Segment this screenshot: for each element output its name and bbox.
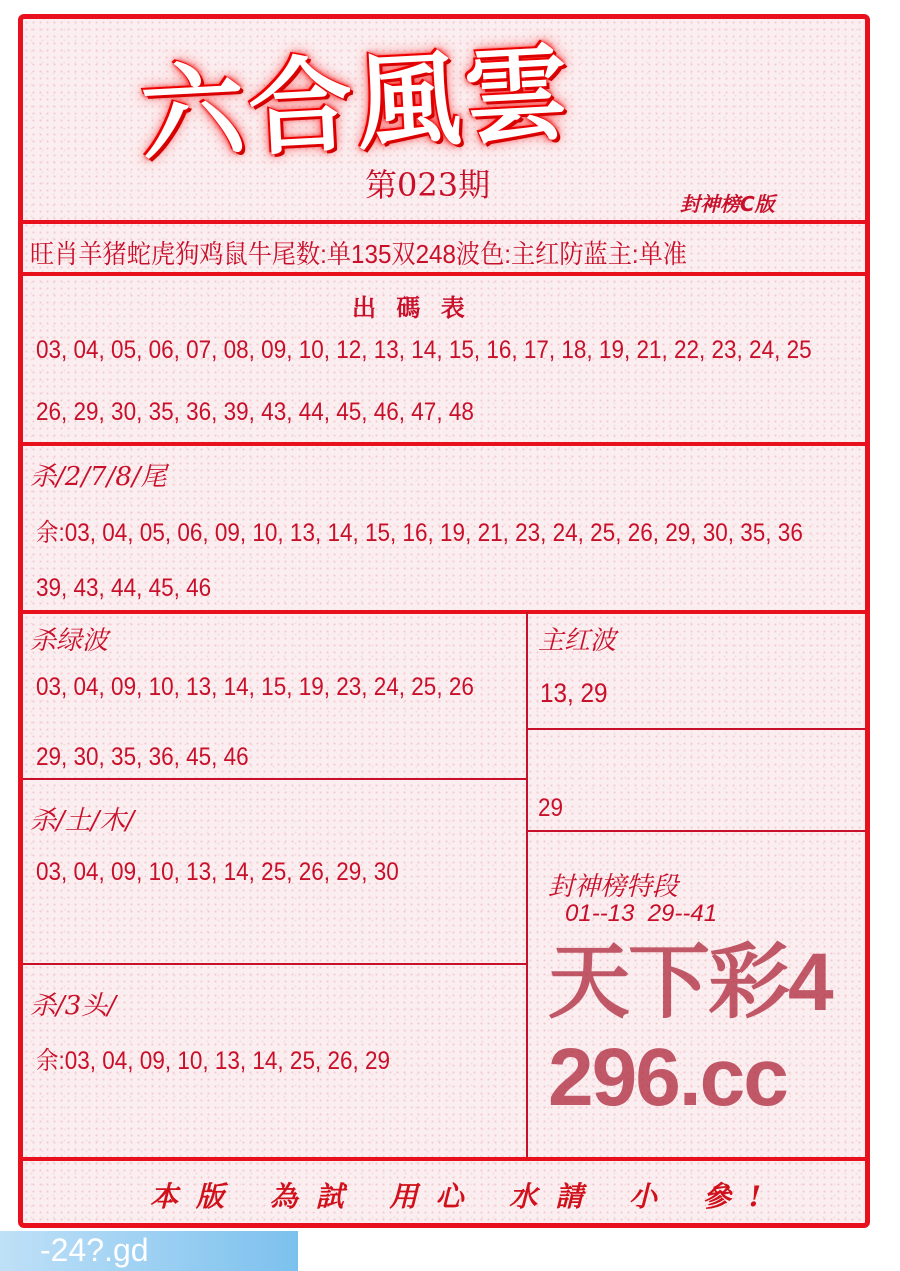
footer-slogan: 本版 為試 用心 水請 小 參! <box>150 1180 780 1213</box>
single-number: 29 <box>538 794 564 822</box>
kill-tail-line-2: 39, 43, 44, 45, 46 <box>36 574 212 602</box>
divider <box>527 830 865 832</box>
info-line: 旺肖羊猪蛇虎狗鸡鼠牛尾数:单135双248波色:主红防蓝主:单准 <box>30 239 687 269</box>
kill-head-title: 杀/3头/ <box>30 991 117 1021</box>
issue-number: 第023期 <box>365 166 491 204</box>
divider <box>23 778 527 780</box>
watermark-main: 天下彩4296.cc <box>548 937 832 1123</box>
kill-earth-wood-title: 杀/土/木/ <box>30 806 135 836</box>
column-divider <box>526 612 528 1157</box>
chart-line-1: 03, 04, 05, 06, 07, 08, 09, 10, 12, 13, 14, 15, 16, 17, 18, 19, 21, 22, 23, 24, 25 <box>36 336 812 364</box>
divider <box>527 728 865 730</box>
main-red-line: 13, 29 <box>540 678 608 708</box>
footer-divider <box>23 1157 865 1161</box>
chart-line-2: 26, 29, 30, 35, 36, 39, 43, 44, 45, 46, 47, 48 <box>36 398 474 426</box>
kill-tail-line-1: 余:03, 04, 05, 06, 09, 10, 13, 14, 15, 16, 19, 21, 23, 24, 25, 26, 29, 30, 35, 36 <box>36 519 803 547</box>
watermark-sub: -24?.gd <box>0 1231 298 1271</box>
kill-green-line-2: 29, 30, 35, 36, 45, 46 <box>36 743 249 771</box>
kill-green-title: 杀绿波 <box>30 626 109 656</box>
divider <box>23 963 527 965</box>
edition-label: 封神榜C版 <box>680 192 775 216</box>
poster-title: 六合風雲 <box>137 30 576 177</box>
kill-head-line: 余:03, 04, 09, 10, 13, 14, 25, 26, 29 <box>36 1047 391 1075</box>
kill-tail-title: 杀/2/7/8/尾 <box>30 462 167 492</box>
main-red-title: 主红波 <box>538 626 617 656</box>
kill-earth-wood-line: 03, 04, 09, 10, 13, 14, 25, 26, 29, 30 <box>36 858 399 886</box>
special-range: 01--13 29--41 <box>565 900 718 927</box>
special-title: 封神榜特段 <box>548 872 679 902</box>
chart-title: 出 碼 表 <box>352 293 471 322</box>
kill-green-line-1: 03, 04, 09, 10, 13, 14, 15, 19, 23, 24, 25, 26 <box>36 673 474 701</box>
